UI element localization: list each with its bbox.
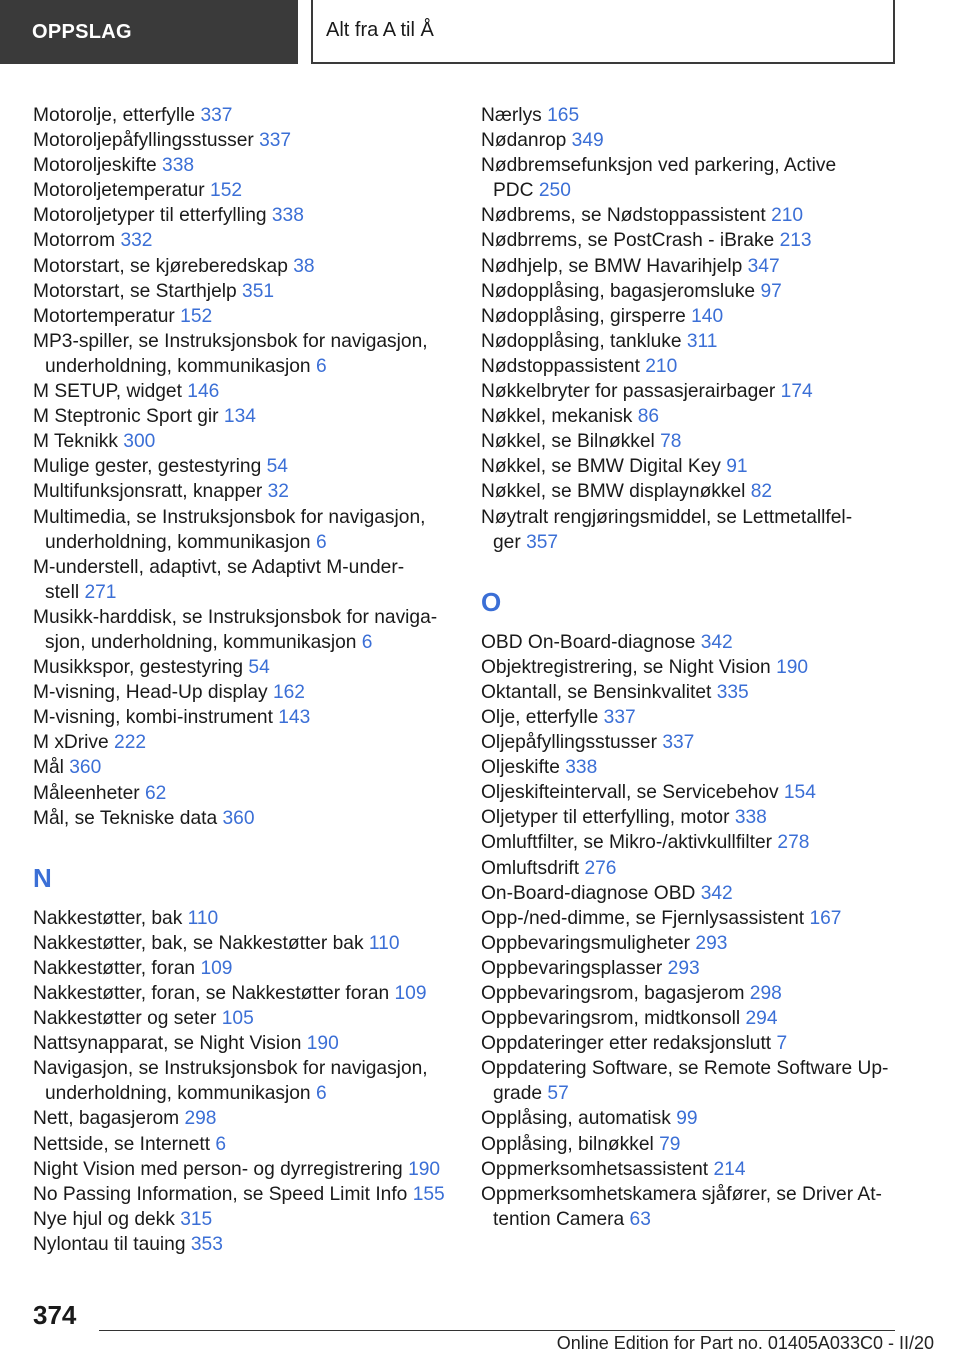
page-reference-link[interactable]: 349 [571,130,604,152]
index-entry [33,1182,443,1207]
page-reference-link[interactable]: 360 [222,807,255,829]
index-entry-text: Oljeskifte [481,757,560,779]
index-entry-text: Oppbevaringsrom, midtkonsoll [481,1008,741,1030]
index-entry [481,429,901,454]
index-entry-text: Nøkkelbryter for passasjerairbager [481,381,776,403]
index-entry-text: Nettside, se Internett [33,1133,211,1155]
index-entry-text: Oppdateringer etter redaksjonslutt [481,1033,772,1055]
index-entry [481,103,901,128]
index-entry [33,806,443,831]
page-reference-link[interactable]: 134 [223,406,256,428]
index-entry-text: Oppbevaringsrom, bagasjerom [481,983,745,1004]
page-reference-link[interactable]: 353 [190,1233,223,1255]
page-reference-link[interactable]: 110 [187,907,219,929]
index-entry-text: Nødopplåsing, tankluke [481,330,682,352]
page-reference-link[interactable]: 271 [84,581,117,603]
index-entry-text: No Passing Information, se Speed Limit Info [33,1183,408,1205]
page-reference-link[interactable]: 276 [584,857,617,879]
index-entry-text: Nylontau til tauing [33,1233,186,1255]
page-reference-link[interactable]: 97 [760,280,782,302]
index-entry [33,404,443,429]
page-reference-link[interactable]: 298 [184,1108,217,1130]
index-entry [33,479,443,504]
index-entry-text: Olje, etterfylle [481,706,599,728]
page-number: 374 [33,1300,77,1330]
index-entry-text: Mål, se Tekniske data [33,807,218,829]
index-entry-text: Omluftsdrift [481,857,580,879]
page-reference-link[interactable]: 91 [726,456,748,478]
index-entry-text: Oljetyper til etterfylling, motor [481,807,730,829]
page-reference-link[interactable]: 332 [120,230,153,252]
index-entry-text: M-understell, adaptivt, se Adaptivt M-under‐ [33,556,405,578]
page-reference-link[interactable]: 6 [315,355,327,377]
page-reference-link[interactable]: 167 [809,907,842,929]
page-reference-link[interactable]: 32 [267,481,289,503]
index-entry [33,228,443,253]
index-entry [33,329,443,379]
page-reference-link[interactable]: 338 [271,205,304,227]
index-entry [481,354,901,379]
index-entry [481,279,901,304]
index-entry-text: Motoroljetyper til etterfylling [33,205,267,227]
index-entry-text: Motoroljetemperatur [33,180,205,202]
index-entry-text: Motorrom [33,230,116,252]
page-reference-link[interactable]: 190 [408,1158,441,1180]
index-entry-text: Nøkkel, se BMW displaynøkkel [481,481,746,503]
index-entry-text: Måleenheter [33,782,140,804]
section-tab: OPPSLAG [0,0,298,64]
page-reference-link[interactable]: 338 [162,155,195,177]
index-entry-text: M SETUP, widget [33,381,182,403]
page-reference-link[interactable]: 165 [547,105,580,126]
page-reference-link[interactable]: 154 [783,782,816,804]
page-reference-link[interactable]: 6 [315,1083,327,1105]
index-entry [481,1006,901,1031]
index-entry [481,1182,901,1232]
index-entry [481,1132,901,1157]
page-reference-link[interactable]: 6 [215,1133,227,1155]
index-entry [481,931,901,956]
index-entry [481,981,901,1006]
index-entry-text: Night Vision med person- og dyrregistrering [33,1158,403,1180]
index-entry [33,1106,443,1131]
page-reference-link[interactable]: 152 [210,180,243,202]
page-reference-link[interactable]: 311 [686,330,718,352]
index-entry [33,1207,443,1232]
index-entry [33,505,443,555]
page-reference-link[interactable]: 293 [667,957,700,979]
index-entry [33,981,443,1006]
page-reference-link[interactable]: 62 [145,782,167,804]
index-entry-text: Opplåsing, bilnøkkel [481,1133,654,1155]
index-entry [481,505,901,555]
page-reference-link[interactable]: 38 [293,255,315,277]
index-entry-text: ger [493,531,521,553]
index-column-left [33,103,443,1257]
page-reference-link[interactable]: 105 [221,1008,254,1030]
index-entry-text: Omluftfilter, se Mikro-/aktivkullfilter [481,832,773,854]
page-reference-link[interactable]: 360 [69,757,102,779]
page-reference-link[interactable]: 338 [565,757,598,779]
index-entry [481,705,901,730]
index-entry [33,1132,443,1157]
index-entry-text: OBD On-Board-diagnose [481,631,696,653]
index-entry-text: PDC [493,180,534,202]
index-entry-text: Nødbrrems, se PostCrash - iBrake [481,230,775,252]
page-reference-link[interactable]: 63 [629,1208,651,1230]
footer-edition: Online Edition for Part no. 01405A033C0 - II/20 [556,1333,934,1353]
index-entry [481,1157,901,1182]
index-entry-text: underholdning, kommunikasjon [45,1083,311,1105]
index-entry [481,1056,901,1106]
page-reference-link[interactable]: 82 [750,481,773,503]
index-entry-text: Motorstart, se kjøreberedskap [33,255,288,277]
index-entry [33,1056,443,1106]
index-entry-text: Motortemperatur [33,305,175,327]
page-reference-link[interactable]: 293 [695,932,728,954]
index-entry-text: Nødopplåsing, girsperre [481,305,686,327]
index-entry-text: Nakkestøtter, bak, se Nakkestøtter bak [33,932,364,954]
index-entry [481,830,901,855]
index-entry-text: Nattsynapparat, se Night Vision [33,1033,302,1055]
index-entry [481,404,901,429]
index-entry [33,781,443,806]
index-entry [33,254,443,279]
page-reference-link[interactable]: 357 [526,531,559,553]
index-entry-text: Nett, bagasjerom [33,1108,180,1130]
index-entry [33,304,443,329]
index-entry-text: Navigasjon, se Instruksjonsbok for navigasjon, [33,1058,428,1080]
index-entry [481,228,901,253]
page-reference-link[interactable]: 146 [187,381,220,403]
index-entry [33,454,443,479]
page-reference-link[interactable]: 174 [780,381,813,403]
page-reference-link[interactable]: 162 [272,682,305,704]
page-reference-link[interactable]: 79 [659,1133,681,1155]
index-entry [33,1232,443,1257]
index-entry [481,906,901,931]
index-entry-text: Nakkestøtter, bak [33,907,183,929]
index-entry [33,103,443,128]
index-entry-text: stell [45,581,80,603]
index-entry [481,881,901,906]
page-reference-link[interactable]: 337 [603,706,636,728]
page-reference-link[interactable]: 222 [114,732,147,754]
index-entry-text: M-visning, Head-Up display [33,682,268,704]
index-entry-text: Oljepåfyllingsstusser [481,732,657,754]
index-entry-text: Mål [33,757,64,779]
index-entry-text: Nærlys [481,105,542,126]
index-entry-text: grade [493,1083,543,1105]
index-entry [481,856,901,881]
index-entry [481,454,901,479]
index-entry-text: Nødbremsefunksjon ved parkering, Active [481,155,837,177]
index-entry [33,931,443,956]
index-letter-heading: N [33,862,52,893]
index-entry-text: MP3-spiller, se Instruksjonsbok for navigasjon, [33,330,428,352]
index-entry [33,203,443,228]
page-reference-link[interactable]: 99 [676,1108,698,1130]
index-entry-text: underholdning, kommunikasjon [45,355,311,377]
index-entry [481,1031,901,1056]
page-reference-link[interactable]: 210 [645,355,678,377]
page-reference-link[interactable]: 351 [242,280,275,302]
index-entry [481,805,901,830]
page-reference-link[interactable]: 315 [180,1208,213,1230]
index-entry [33,680,443,705]
index-entry-text: Nakkestøtter, foran [33,957,196,979]
footer-rule [99,1330,895,1331]
index-entry-text: Motoroljeskifte [33,155,157,177]
index-entry-text: Nødhjelp, se BMW Havarihjelp [481,255,743,277]
index-letter-heading: O [481,586,502,617]
index-entry [481,630,901,655]
index-entry-text: Nye hjul og dekk [33,1208,175,1230]
page-reference-link[interactable]: 337 [259,130,292,152]
page-reference-link[interactable]: 342 [700,631,733,653]
index-entry-text: tention Camera [493,1208,625,1230]
index-entry-text: Multifunksjonsratt, knapper [33,481,263,503]
index-entry-text: Musikkspor, gestestyring [33,657,244,679]
index-entry-text: Motorstart, se Starthjelp [33,280,237,302]
index-entry [33,429,443,454]
index-entry-text: Oppbevaringsplasser [481,957,663,979]
chapter-title: Alt fra A til Å [311,0,895,64]
page-reference-link[interactable]: 140 [691,305,724,327]
page-reference-link[interactable]: 110 [368,932,400,954]
index-entry [481,780,901,805]
page-reference-link[interactable]: 152 [180,305,213,327]
index-entry [481,755,901,780]
index-entry-text: M Steptronic Sport gir [33,406,219,428]
index-entry-text: Mulige gester, gestestyring [33,456,262,478]
index-entry [481,680,901,705]
index-entry [33,730,443,755]
index-entry [33,755,443,780]
index-entry [33,128,443,153]
index-entry-text: Objektregistrering, se Night Vision [481,656,771,678]
index-entry-text: M-visning, kombi-instrument [33,707,273,729]
index-entry-text: Oktantall, se Bensinkvalitet [481,681,712,703]
index-entry-text: underholdning, kommunikasjon [45,531,311,553]
index-entry-text: Nakkestøtter og seter [33,1008,217,1030]
page-reference-link[interactable]: 300 [123,431,156,453]
page-reference-link[interactable]: 294 [745,1008,778,1030]
index-entry [33,705,443,730]
index-entry [481,479,901,504]
index-entry-text: M xDrive [33,732,109,754]
index-entry-text: Oppmerksomhetsassistent [481,1158,709,1180]
index-entry [33,153,443,178]
index-entry [33,906,443,931]
index-entry [481,153,901,203]
index-entry-text: Nakkestøtter, foran, se Nakkestøtter foran [33,983,390,1004]
index-entry [481,329,901,354]
page-reference-link[interactable]: 214 [713,1158,746,1180]
page-reference-link[interactable]: 7 [776,1033,788,1055]
page-reference-link[interactable]: 338 [734,807,767,829]
index-entry [481,128,901,153]
page-reference-link[interactable]: 335 [716,681,749,703]
page-reference-link[interactable]: 6 [361,631,373,653]
page-reference-link[interactable]: 155 [412,1183,445,1205]
index-entry [33,956,443,981]
index-entry [33,379,443,404]
index-entry-text: Nøkkel, mekanisk [481,406,633,428]
page-reference-link[interactable]: 6 [315,531,327,553]
index-entry-text: Opp-/ned-dimme, se Fjernlysassistent [481,907,805,929]
index-entry-text: Oppdatering Software, se Remote Software Up‐ [481,1058,889,1080]
page-reference-link[interactable]: 78 [660,431,682,453]
index-entry [33,1006,443,1031]
index-entry [481,730,901,755]
index-entry [33,605,443,655]
index-entry [481,379,901,404]
index-entry-text: Nøytralt rengjøringsmiddel, se Lettmetallfel‐ [481,506,853,528]
page-header [0,0,960,66]
index-entry-text: On-Board-diagnose OBD [481,882,696,904]
page-reference-link[interactable]: 54 [266,456,288,478]
index-entry [481,956,901,981]
index-entry-text: sjon, underholdning, kommunikasjon [45,631,357,653]
index-entry-text: Oppmerksomhetskamera sjåfører, se Driver At‐ [481,1183,882,1205]
index-entry [33,555,443,605]
index-entry-text: Nødstoppassistent [481,355,640,377]
index-entry-text: Nødanrop [481,130,567,152]
page-reference-link[interactable]: 57 [547,1083,569,1105]
index-entry [481,1106,901,1131]
index-entry-text: M Teknikk [33,431,118,453]
page-reference-link[interactable]: 250 [538,180,571,202]
index-entry-text: Opplåsing, automatisk [481,1108,671,1130]
index-entry [33,279,443,304]
index-entry-text: Nødbrems, se Nødstoppassistent [481,205,766,227]
index-entry-text: Motorolje, etterfylle [33,105,196,126]
index-column-right [481,103,901,1232]
page-reference-link[interactable]: 210 [771,205,804,227]
index-entry-text: Oppbevaringsmuligheter [481,932,691,954]
index-entry [481,304,901,329]
index-entry [33,655,443,680]
page-reference-link[interactable]: 143 [278,707,311,729]
page-reference-link[interactable]: 109 [394,983,427,1004]
page-reference-link[interactable]: 337 [662,732,695,754]
index-entry-text: Nøkkel, se BMW Digital Key [481,456,721,478]
index-entry [481,655,901,680]
page-reference-link[interactable]: 278 [777,832,810,854]
index-entry-text: Musikk-harddisk, se Instruksjonsbok for naviga‐ [33,606,438,628]
page-reference-link[interactable]: 86 [637,406,660,428]
index-entry-text: Motoroljepåfyllingsstusser [33,130,254,152]
page-reference-link[interactable]: 298 [749,983,782,1004]
index-entry [33,178,443,203]
index-entry-text: Oljeskifteintervall, se Servicebehov [481,782,779,804]
page-reference-link[interactable]: 190 [306,1033,339,1055]
page-reference-link[interactable]: 190 [776,656,809,678]
page-reference-link[interactable]: 213 [779,230,812,252]
page-reference-link[interactable]: 54 [248,657,270,679]
index-entry-text: Multimedia, se Instruksjonsbok for navigasjon, [33,506,426,528]
page-reference-link[interactable]: 347 [747,255,780,277]
index-entry-text: Nøkkel, se Bilnøkkel [481,431,655,453]
index-entry [481,203,901,228]
index-entry-text: Nødopplåsing, bagasjeromsluke [481,280,756,302]
index-entry [33,1157,443,1182]
page-reference-link[interactable]: 109 [200,957,233,979]
index-entry [33,1031,443,1056]
index-entry [481,254,901,279]
page-reference-link[interactable]: 337 [200,105,233,126]
page-reference-link[interactable]: 342 [700,882,733,904]
